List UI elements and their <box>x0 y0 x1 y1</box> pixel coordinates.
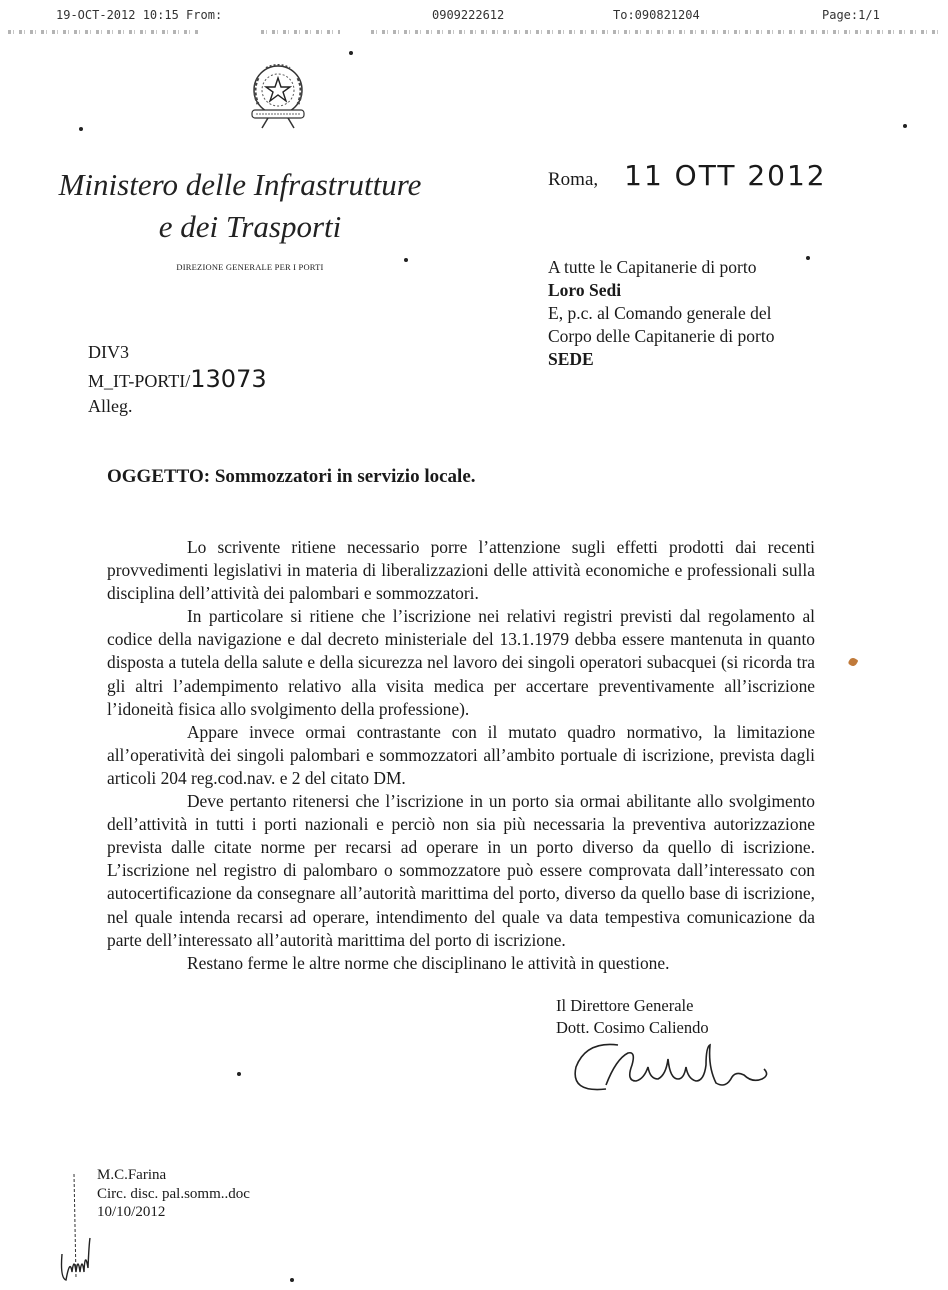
place-label: Roma, <box>548 169 599 190</box>
fax-noise-line <box>8 30 940 34</box>
recipient-line: E, p.c. al Comando generale del <box>548 303 772 323</box>
place-date-row <box>548 156 827 196</box>
body-paragraph: Lo scrivente ritiene necessario porre l’attenzione sugli effetti prodotti dai recenti provvedimenti legislativi in materia di liberalizzazioni delle attività economiche e professionali sulla disciplina dell’attività dei palombari e sommozzatori. <box>107 537 815 604</box>
scan-speck <box>79 127 83 131</box>
scan-speck <box>903 124 907 128</box>
scan-speck <box>806 256 810 260</box>
department-name: DIREZIONE GENERALE PER I PORTI <box>176 262 324 272</box>
attachments-label: Alleg. <box>88 396 133 416</box>
letter-body <box>107 536 815 975</box>
annotation-mark <box>848 657 859 668</box>
signature-area <box>556 995 796 1103</box>
fax-noise-gap <box>200 30 260 34</box>
fax-noise-gap <box>340 30 370 34</box>
fax-to-number: To:090821204 <box>613 8 700 22</box>
body-paragraph: Deve pertanto ritenersi che l’iscrizione in un porto sia ormai abilitante allo svolgimento dell’attività in tutti i porti nazionali e perciò non sia più necessaria la preventiva autorizzazione prevista dalle citate norme per recarsi ad operare in un porto diverso da quello di iscrizione. L’iscrizione nel registro di palombaro o sommozzatore può essere comprovata dall’interessato con autocertificazione da consegnare all’autorità marittima del porto, diverso da quello base di iscrizione, nel quale intenda recarsi ad operare, intendimento del quale va data tempestiva comunicazione da parte dell’interessato all’autorità marittima del porto di iscrizione. <box>107 791 815 950</box>
signature-block <box>556 995 796 1039</box>
division-code: DIV3 <box>88 342 129 362</box>
protocol-prefix: M_IT-PORTI/ <box>88 371 191 391</box>
scan-speck <box>290 1278 294 1282</box>
scan-speck <box>404 258 408 262</box>
signatory-title: Il Direttore Generale <box>556 995 694 1015</box>
recipient-line: Corpo delle Capitanerie di porto <box>548 326 775 346</box>
fax-header <box>0 6 948 24</box>
fax-from-number: 0909222612 <box>432 8 505 22</box>
author-initials: M.C.Farina <box>97 1167 167 1183</box>
scan-speck <box>349 51 353 55</box>
protocol-number <box>88 364 388 394</box>
handwritten-date: 11 OTT 2012 <box>624 159 827 192</box>
scan-speck <box>237 1072 241 1076</box>
document-filename: Circ. disc. pal.somm..doc <box>97 1185 250 1202</box>
recipient-line: A tutte le Capitanerie di porto <box>548 257 757 277</box>
handwritten-signature <box>566 1041 776 1103</box>
body-paragraph: Restano ferme le altre norme che disciplinano le attività in questione. <box>187 952 670 973</box>
body-paragraph: In particolare si ritiene che l’iscrizione nei relativi registri previsti dal regolamento al codice della navigazione e dal decreto ministeriale del 13.1.1979 debba essere mantenuta in quanto disposta a tutela della salute e della sicurezza nel lavoro dei singoli operatori subacquei (si ricorda tra gli altri l’adempimento relativo alla visita medica per accertare preventivamente all’iscrizione l’idoneità fisica allo svolgimento della professione). <box>107 606 815 719</box>
recipient-line: Loro Sedi <box>548 280 622 300</box>
handwritten-protocol-number: 13073 <box>190 365 267 393</box>
body-paragraph: Appare invece ormai contrastante con il mutato quadro normativo, la limitazione all’operatività dei singoli palombari e sommozzatori all’ambito portuale di iscrizione, prevista dagli articoli 204 reg.cod.nav. e 2 del citato DM. <box>107 721 815 788</box>
subject-line: OGGETTO: Sommozzatori in servizio locale. <box>107 466 476 487</box>
handwritten-initials <box>58 1168 92 1286</box>
protocol-block <box>88 340 388 418</box>
recipient-line: SEDE <box>548 349 594 369</box>
fax-page-count: Page:1/1 <box>822 8 880 22</box>
recipients-block <box>548 256 838 371</box>
fax-datetime: 19-OCT-2012 10:15 From: <box>56 8 223 22</box>
republic-emblem-icon <box>244 58 312 130</box>
ministry-name-line2: e dei Trasporti <box>158 209 342 244</box>
draft-date: 10/10/2012 <box>97 1204 166 1220</box>
signatory-name: Dott. Cosimo Caliendo <box>556 1017 709 1037</box>
ministry-name-line1: Ministero delle Infrastrutture <box>58 167 422 202</box>
letter-main <box>107 536 815 1103</box>
drafting-info <box>97 1166 250 1222</box>
